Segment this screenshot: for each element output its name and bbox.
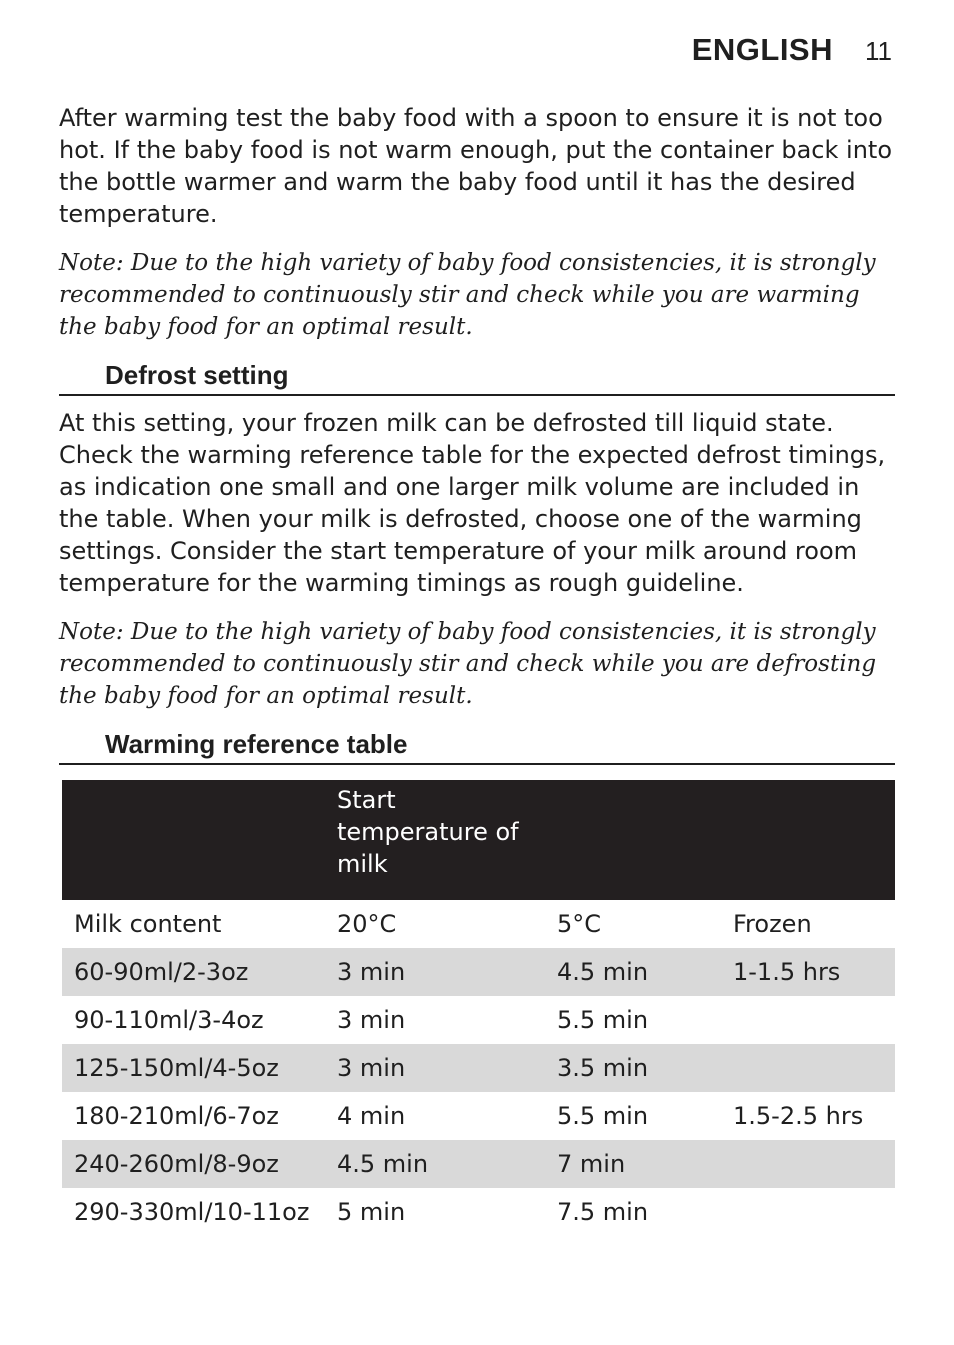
defrost-setting-heading: Defrost setting (59, 360, 895, 396)
table-row (62, 1044, 895, 1092)
table-header-cell (62, 780, 325, 900)
warming-reference-table-heading: Warming reference table (59, 729, 895, 765)
table-cell: 3.5 min (545, 1044, 721, 1092)
table-header-cell (545, 780, 721, 900)
table-cell (721, 1140, 895, 1188)
table-cell: 4.5 min (545, 948, 721, 996)
language-label: ENGLISH (691, 32, 833, 67)
table-row (62, 1188, 895, 1236)
table-cell: 5 min (337, 1198, 406, 1226)
table-row (62, 996, 895, 1044)
table-cell: Frozen (733, 910, 812, 938)
table-cell: 240-260ml/8-9oz (62, 1140, 325, 1188)
table-cell: 1-1.5 hrs (721, 948, 895, 996)
table-cell: 3 min (325, 1044, 545, 1092)
table-cell: 90-110ml/3-4oz (74, 1006, 264, 1034)
table-cell: 290-330ml/10-11oz (74, 1198, 310, 1226)
table-cell (721, 996, 895, 1044)
table-cell: 5.5 min (557, 1102, 649, 1130)
table-cell: 7.5 min (557, 1198, 649, 1226)
table-cell: 3 min (337, 1006, 406, 1034)
table-cell: 60-90ml/2-3oz (62, 948, 325, 996)
table-row (62, 948, 895, 996)
table-cell: 1.5-2.5 hrs (733, 1102, 864, 1130)
warming-note: Note: Due to the high variety of baby food consistencies, it is strongly recommended to continuously stir and check while you are warming the baby food for an optimal result. (59, 250, 876, 340)
table-cell (721, 1044, 895, 1092)
table-cell: 4 min (337, 1102, 406, 1130)
warming-test-paragraph: After warming test the baby food with a spoon to ensure it is not too hot. If the baby food is not warm enough, put the container back into the bottle warmer and warm the baby food until it has the desired temperature. (59, 104, 893, 228)
table-row (62, 1140, 895, 1188)
defrost-note: Note: Due to the high variety of baby food consistencies, it is strongly recommended to continuously stir and check while you are defrosting the baby food for an optimal result. (59, 619, 877, 709)
table-header-cell (721, 780, 895, 900)
page-number: 11 (865, 36, 892, 66)
page-header (692, 32, 892, 68)
table-cell: 5.5 min (557, 1006, 649, 1034)
table-row (62, 900, 895, 948)
table-cell: 180-210ml/6-7oz (74, 1102, 279, 1130)
warming-reference-table (62, 780, 895, 1236)
table-header-cell: Start temperature of milk (325, 780, 545, 900)
table-cell: 5°C (557, 910, 602, 938)
table-cell: 7 min (545, 1140, 721, 1188)
table-row (62, 1092, 895, 1140)
table-cell: 3 min (325, 948, 545, 996)
table-header-row (62, 780, 895, 900)
defrost-paragraph: At this setting, your frozen milk can be defrosted till liquid state. Check the warming reference table for the expected defrost timings, as indication one small and one larger milk volume are included in the table. When your milk is defrosted, choose one of the warming settings. Consider the start temperature of your milk around room temperature for the warming timings as rough guideline. (59, 409, 886, 597)
table-cell (721, 1188, 895, 1236)
table-cell: 4.5 min (325, 1140, 545, 1188)
table-cell: 20°C (337, 910, 397, 938)
table-cell: Milk content (74, 910, 222, 938)
table-cell: 125-150ml/4-5oz (62, 1044, 325, 1092)
